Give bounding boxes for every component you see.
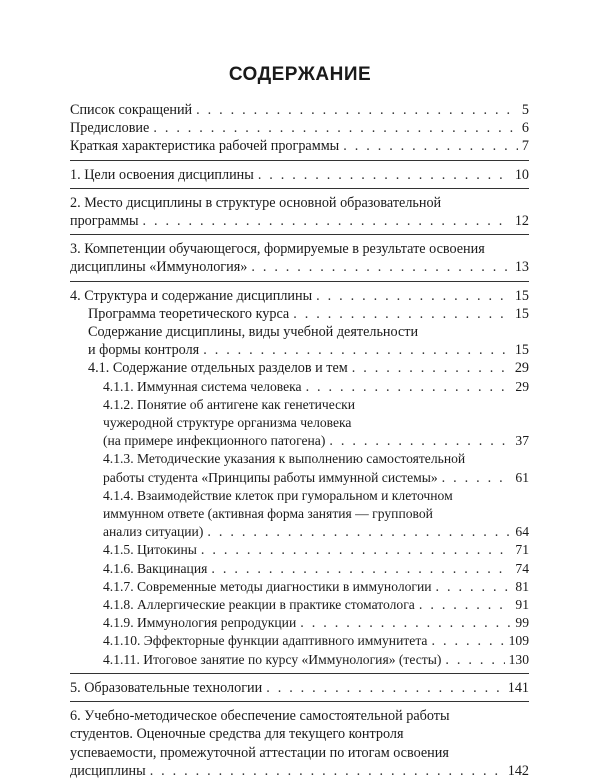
toc-entry[interactable] <box>70 679 529 697</box>
toc-page-number: 5 <box>521 102 529 118</box>
toc-page-number: 37 <box>515 433 529 449</box>
dot-leader <box>436 578 512 596</box>
toc-entry-title: Список сокращений <box>70 102 193 118</box>
dot-leader <box>445 651 504 669</box>
page-title: СОДЕРЖАНИЕ <box>228 64 372 85</box>
toc-entry-title: 4.1.6. Вакцинация <box>103 560 208 576</box>
toc-page-number: 141 <box>507 679 529 696</box>
toc-entry-line: иммунном ответе (активная форма занятия — групповой <box>103 506 433 522</box>
table-of-contents <box>70 101 529 780</box>
toc-page-number: 29 <box>514 360 529 377</box>
toc-page-number: 109 <box>508 633 529 649</box>
toc-page-number: 74 <box>515 560 529 576</box>
toc-entry-line: 4.1.3. Методические указания к выполнению самостоятельной <box>103 451 466 467</box>
toc-page-number: 64 <box>515 524 529 540</box>
dot-leader <box>153 119 518 137</box>
toc-entry[interactable] <box>70 137 529 155</box>
toc-entry[interactable] <box>70 487 529 542</box>
dot-leader <box>203 341 511 359</box>
toc-page-number: 91 <box>515 597 529 613</box>
dot-leader <box>431 632 504 650</box>
dot-leader <box>442 469 512 487</box>
toc-entry[interactable] <box>70 450 529 486</box>
toc-entry-title: 4.1. Содержание отдельных разделов и тем <box>88 360 348 377</box>
toc-page-number: 15 <box>514 287 529 304</box>
toc-entry-line: Содержание дисциплины, виды учебной деятельности <box>88 324 419 341</box>
toc-entry-line: 2. Место дисциплины в структуре основной образовательной <box>70 194 442 211</box>
toc-entry-line: 4.1.4. Взаимодействие клеток при гуморальном и клеточном <box>103 487 453 503</box>
toc-entry-title: программы <box>70 213 139 230</box>
toc-entry-line: успеваемости, промежуточной аттестации по итогам освоения <box>70 744 449 761</box>
section-divider <box>70 281 529 282</box>
dot-leader <box>343 137 518 155</box>
toc-page-number: 13 <box>514 259 529 276</box>
dot-leader <box>211 560 511 578</box>
toc-entry-title: работы студента «Принципы работы иммунной системы» <box>103 469 438 485</box>
toc-entry-title: Программа теоретического курса <box>88 305 290 322</box>
toc-entry-title: 4.1.9. Иммунология репродукции <box>103 615 297 631</box>
toc-entry[interactable] <box>70 651 529 669</box>
toc-entry-title: 4. Структура и содержание дисциплины <box>70 287 313 304</box>
toc-entry[interactable] <box>70 101 529 119</box>
toc-entry-title: 1. Цели освоения дисциплины <box>70 166 254 183</box>
toc-page-number: 12 <box>514 213 529 230</box>
dot-leader <box>251 258 510 276</box>
toc-entry[interactable] <box>70 378 529 396</box>
dot-leader <box>293 305 511 323</box>
toc-page-number: 7 <box>521 138 529 155</box>
toc-entry-title: Предисловие <box>70 120 150 137</box>
toc-entry[interactable] <box>70 560 529 578</box>
toc-entry[interactable] <box>70 287 529 305</box>
dot-leader <box>201 541 511 559</box>
toc-entry-title: Краткая характеристика рабочей программы <box>70 138 340 155</box>
dot-leader <box>316 287 511 305</box>
toc-entry[interactable] <box>70 614 529 632</box>
toc-entry[interactable] <box>70 632 529 650</box>
toc-entry-title: 4.1.8. Аллергические реакции в практике стоматолога <box>103 597 415 613</box>
toc-entry[interactable] <box>70 541 529 559</box>
toc-page-number: 61 <box>515 469 529 485</box>
toc-entry[interactable] <box>70 578 529 596</box>
toc-entry-title: 4.1.7. Современные методы диагностики в иммунологии <box>103 578 432 594</box>
dot-leader <box>352 359 511 377</box>
toc-entry-title: дисциплины «Иммунология» <box>70 259 248 276</box>
section-divider <box>70 673 529 674</box>
toc-entry-title: дисциплины <box>70 762 146 779</box>
dot-leader <box>150 762 504 780</box>
toc-entry-line: чужеродной структуре организма человека <box>103 415 352 431</box>
section-divider <box>70 188 529 189</box>
toc-entry[interactable] <box>70 305 529 323</box>
toc-page-number: 130 <box>508 651 529 667</box>
toc-entry[interactable] <box>70 596 529 614</box>
dot-leader <box>329 432 511 450</box>
toc-entry[interactable] <box>70 166 529 184</box>
dot-leader <box>306 378 512 396</box>
toc-entry[interactable] <box>70 240 529 276</box>
toc-entry-title: (на примере инфекционного патогена) <box>103 433 326 449</box>
toc-entry[interactable] <box>70 323 529 359</box>
section-divider <box>70 701 529 702</box>
toc-entry[interactable] <box>70 396 529 451</box>
toc-entry[interactable] <box>70 194 529 230</box>
toc-entry-line: 3. Компетенции обучающегося, формируемые в результате освоения <box>70 241 485 258</box>
toc-entry-title: 5. Образовательные технологии <box>70 679 263 696</box>
dot-leader <box>258 166 511 184</box>
toc-entry-line: 4.1.2. Понятие об антигене как генетически <box>103 396 356 412</box>
dot-leader <box>419 596 512 614</box>
toc-entry[interactable] <box>70 119 529 137</box>
toc-entry-title: 4.1.11. Итоговое занятие по курсу «Иммунология» (тесты) <box>103 651 442 667</box>
toc-entry-title: 4.1.5. Цитокины <box>103 542 197 558</box>
dot-leader <box>142 212 510 230</box>
dot-leader <box>207 523 511 541</box>
toc-page-number: 6 <box>521 120 529 137</box>
section-divider <box>70 160 529 161</box>
toc-entry-title: 4.1.1. Иммунная система человека <box>103 378 302 394</box>
dot-leader <box>266 679 504 697</box>
toc-entry-line: студентов. Оценочные средства для текущего контроля <box>70 726 404 743</box>
toc-entry-title: 4.1.10. Эффекторные функции адаптивного иммунитета <box>103 633 428 649</box>
dot-leader <box>300 614 511 632</box>
toc-page-number: 71 <box>515 542 529 558</box>
toc-page-number: 29 <box>515 378 529 394</box>
toc-entry[interactable] <box>70 707 529 780</box>
toc-page-number: 99 <box>515 615 529 631</box>
toc-page-number: 15 <box>514 342 529 359</box>
toc-entry-title: анализ ситуации) <box>103 524 204 540</box>
toc-entry-title: и формы контроля <box>88 342 200 359</box>
toc-page-number: 10 <box>514 166 529 183</box>
toc-page-number: 142 <box>507 762 529 779</box>
dot-leader <box>196 101 518 119</box>
toc-page-number: 15 <box>514 305 529 322</box>
toc-page-number: 81 <box>515 578 529 594</box>
toc-entry-line: 6. Учебно-методическое обеспечение самостоятельной работы <box>70 708 450 725</box>
section-divider <box>70 234 529 235</box>
toc-entry[interactable] <box>70 359 529 377</box>
